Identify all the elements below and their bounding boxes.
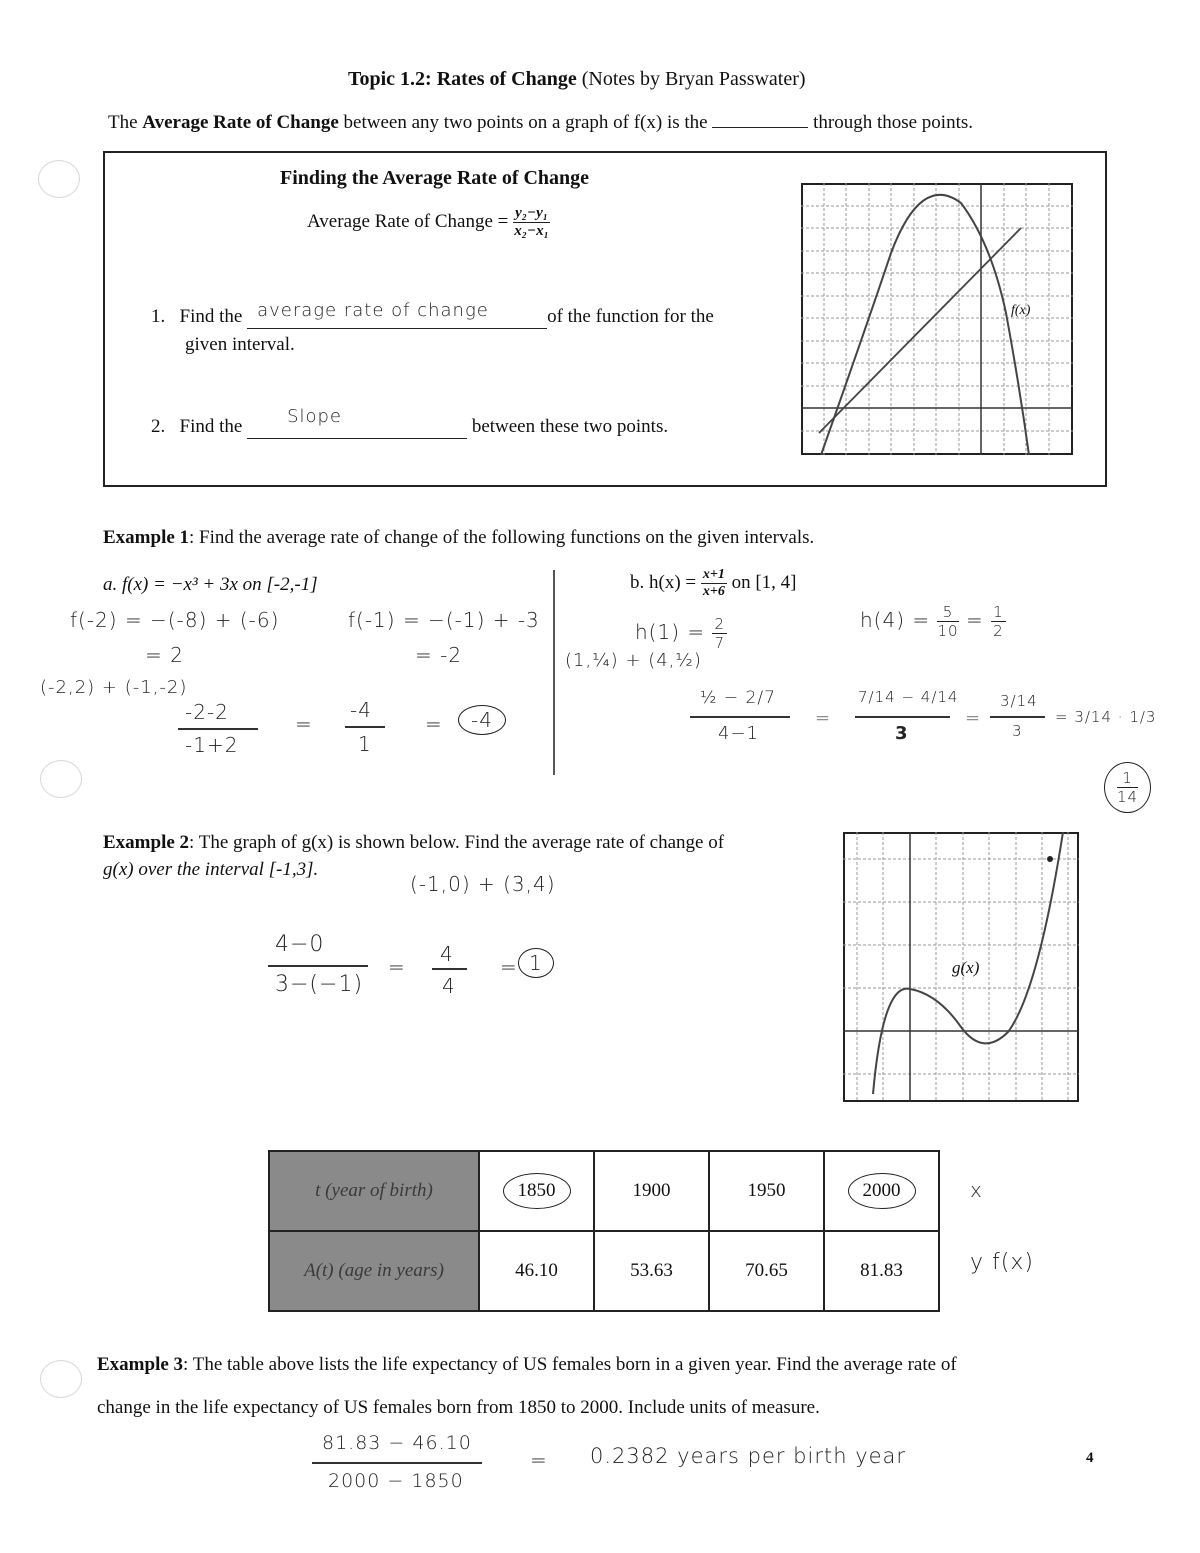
example-2-prompt-line2: g(x) over the interval [-1,3]. [103, 859, 319, 880]
table-cell: 53.63 [594, 1231, 709, 1311]
ex2-points: (-1,0) + (3,4) [410, 872, 556, 896]
item-2: 2. Find the Slope between these two points. [151, 406, 669, 437]
example-2-prompt: Example 2: The graph of g(x) is shown below. Find the average rate of change of [103, 832, 725, 853]
ex1b-num1: ½ − 2/7 [700, 688, 776, 708]
ex1a-points: (-2,2) + (-1,-2) [40, 677, 188, 698]
ex1a-eq1: = [295, 712, 313, 736]
punch-hole-top [38, 160, 80, 198]
ex1a-den: -1+2 [185, 733, 239, 757]
ex1a-line2b: = -2 [415, 643, 463, 667]
ex1a-num: -2-2 [185, 700, 229, 724]
table-cell: 81.83 [824, 1231, 939, 1311]
table-cell: 46.10 [479, 1231, 594, 1311]
table-cell: 1950 [709, 1151, 824, 1231]
page-title: Topic 1.2: Rates of Change (Notes by Bryan Passwater) [348, 68, 806, 90]
ex3-eq: = [530, 1448, 548, 1472]
table-header-year: t (year of birth) [269, 1151, 479, 1231]
ex1b-den1: 4−1 [718, 723, 759, 744]
example-1-prompt: Example 1: Find the average rate of change of the following functions on the given intervals. [103, 527, 815, 548]
ex1a-answer: -4 [458, 705, 506, 735]
table-row [269, 1231, 939, 1311]
life-expectancy-table [268, 1150, 940, 1312]
ex3-num: 81.83 − 46.10 [322, 1432, 472, 1454]
item-1: 1. Find the average rate of change of the function for the [151, 300, 714, 327]
ex1b-step: = 3/14 · 1/3 [1055, 708, 1157, 726]
ex1a-line1a: f(-2) = −(-8) + (-6) [70, 608, 280, 632]
ex1b-points: (1,¼) + (4,½) [565, 650, 702, 671]
ex1b-den3: 3 [1012, 722, 1023, 740]
ex1b-num2: 7/14 − 4/14 [858, 688, 959, 706]
f-graph-label: f(x) [1011, 303, 1031, 318]
table-note-x: x [970, 1178, 983, 1202]
example-3-prompt: Example 3: The table above lists the life expectancy of US females born in a given year. Find the average rate of [97, 1354, 957, 1375]
definition-line: The Average Rate of Change between any two points on a graph of f(x) is the through those points. [108, 112, 974, 133]
ex1a-num2: -4 [350, 698, 372, 722]
table-header-age: A(t) (age in years) [269, 1231, 479, 1311]
f-graph [801, 183, 1073, 455]
ex1a-line2a: = 2 [145, 643, 184, 667]
ex1b-h1: h(1) = $\frac{2}{7}$ [635, 615, 726, 652]
item-1-line2: given interval. [185, 334, 295, 355]
formula: Average Rate of Change = $\frac{\text{y₂−y₁}}{\text{x₂−x₁}}$ [307, 205, 549, 239]
ex2-num2: 4 [440, 942, 454, 966]
ex2-den2: 4 [442, 974, 456, 998]
ex1b-eq2: = [965, 708, 982, 729]
ex1b-num3: 3/14 [1000, 692, 1038, 710]
table-note-y: y f(x) [970, 1250, 1034, 1275]
ex2-eq1: = [388, 955, 406, 979]
ex2-num: 4−0 [275, 932, 325, 957]
example-divider [553, 570, 555, 775]
ex1b-answer: $\frac{1}{14}$ [1104, 762, 1151, 813]
ex2-eq2: = [500, 955, 518, 979]
g-point [1047, 856, 1053, 862]
g-graph-label: g(x) [952, 958, 980, 977]
ex1a-eq2: = [425, 712, 443, 736]
ex2-den: 3−(−1) [275, 972, 364, 997]
punch-hole-bottom [40, 1360, 82, 1398]
average-rate-box [103, 151, 1107, 487]
item-2-answer: Slope [287, 406, 343, 427]
ex3-den: 2000 − 1850 [328, 1470, 464, 1492]
ex3-result: 0.2382 years per birth year [590, 1444, 907, 1468]
table-cell: 1850 [479, 1151, 594, 1231]
table-cell: 2000 [824, 1151, 939, 1231]
ex1b-den2: 3 [895, 723, 909, 744]
table-row [269, 1151, 939, 1231]
table-cell: 1900 [594, 1151, 709, 1231]
ex1b-eq1: = [815, 708, 832, 729]
example-3-prompt-line2: change in the life expectancy of US females born from 1850 to 2000. Include units of measure. [97, 1397, 820, 1418]
example-1a: a. f(x) = −x³ + 3x on [-2,-1] [103, 574, 318, 595]
item-1-answer: average rate of change [257, 300, 489, 321]
ex1a-line1b: f(-1) = −(-1) + -3 [348, 608, 540, 632]
ex2-answer: 1 [518, 948, 554, 978]
page-number: 4 [1086, 1450, 1094, 1466]
table-cell: 70.65 [709, 1231, 824, 1311]
punch-hole-middle [40, 760, 82, 798]
example-1b: b. h(x) = $\frac{x+1}{x+6}$ on [1, 4] [630, 567, 797, 599]
ex1b-h4: h(4) = $\frac{5}{10}$ = $\frac{1}{2}$ [860, 603, 1004, 640]
ex1a-den2: 1 [358, 732, 372, 756]
box-heading: Finding the Average Rate of Change [280, 167, 590, 189]
